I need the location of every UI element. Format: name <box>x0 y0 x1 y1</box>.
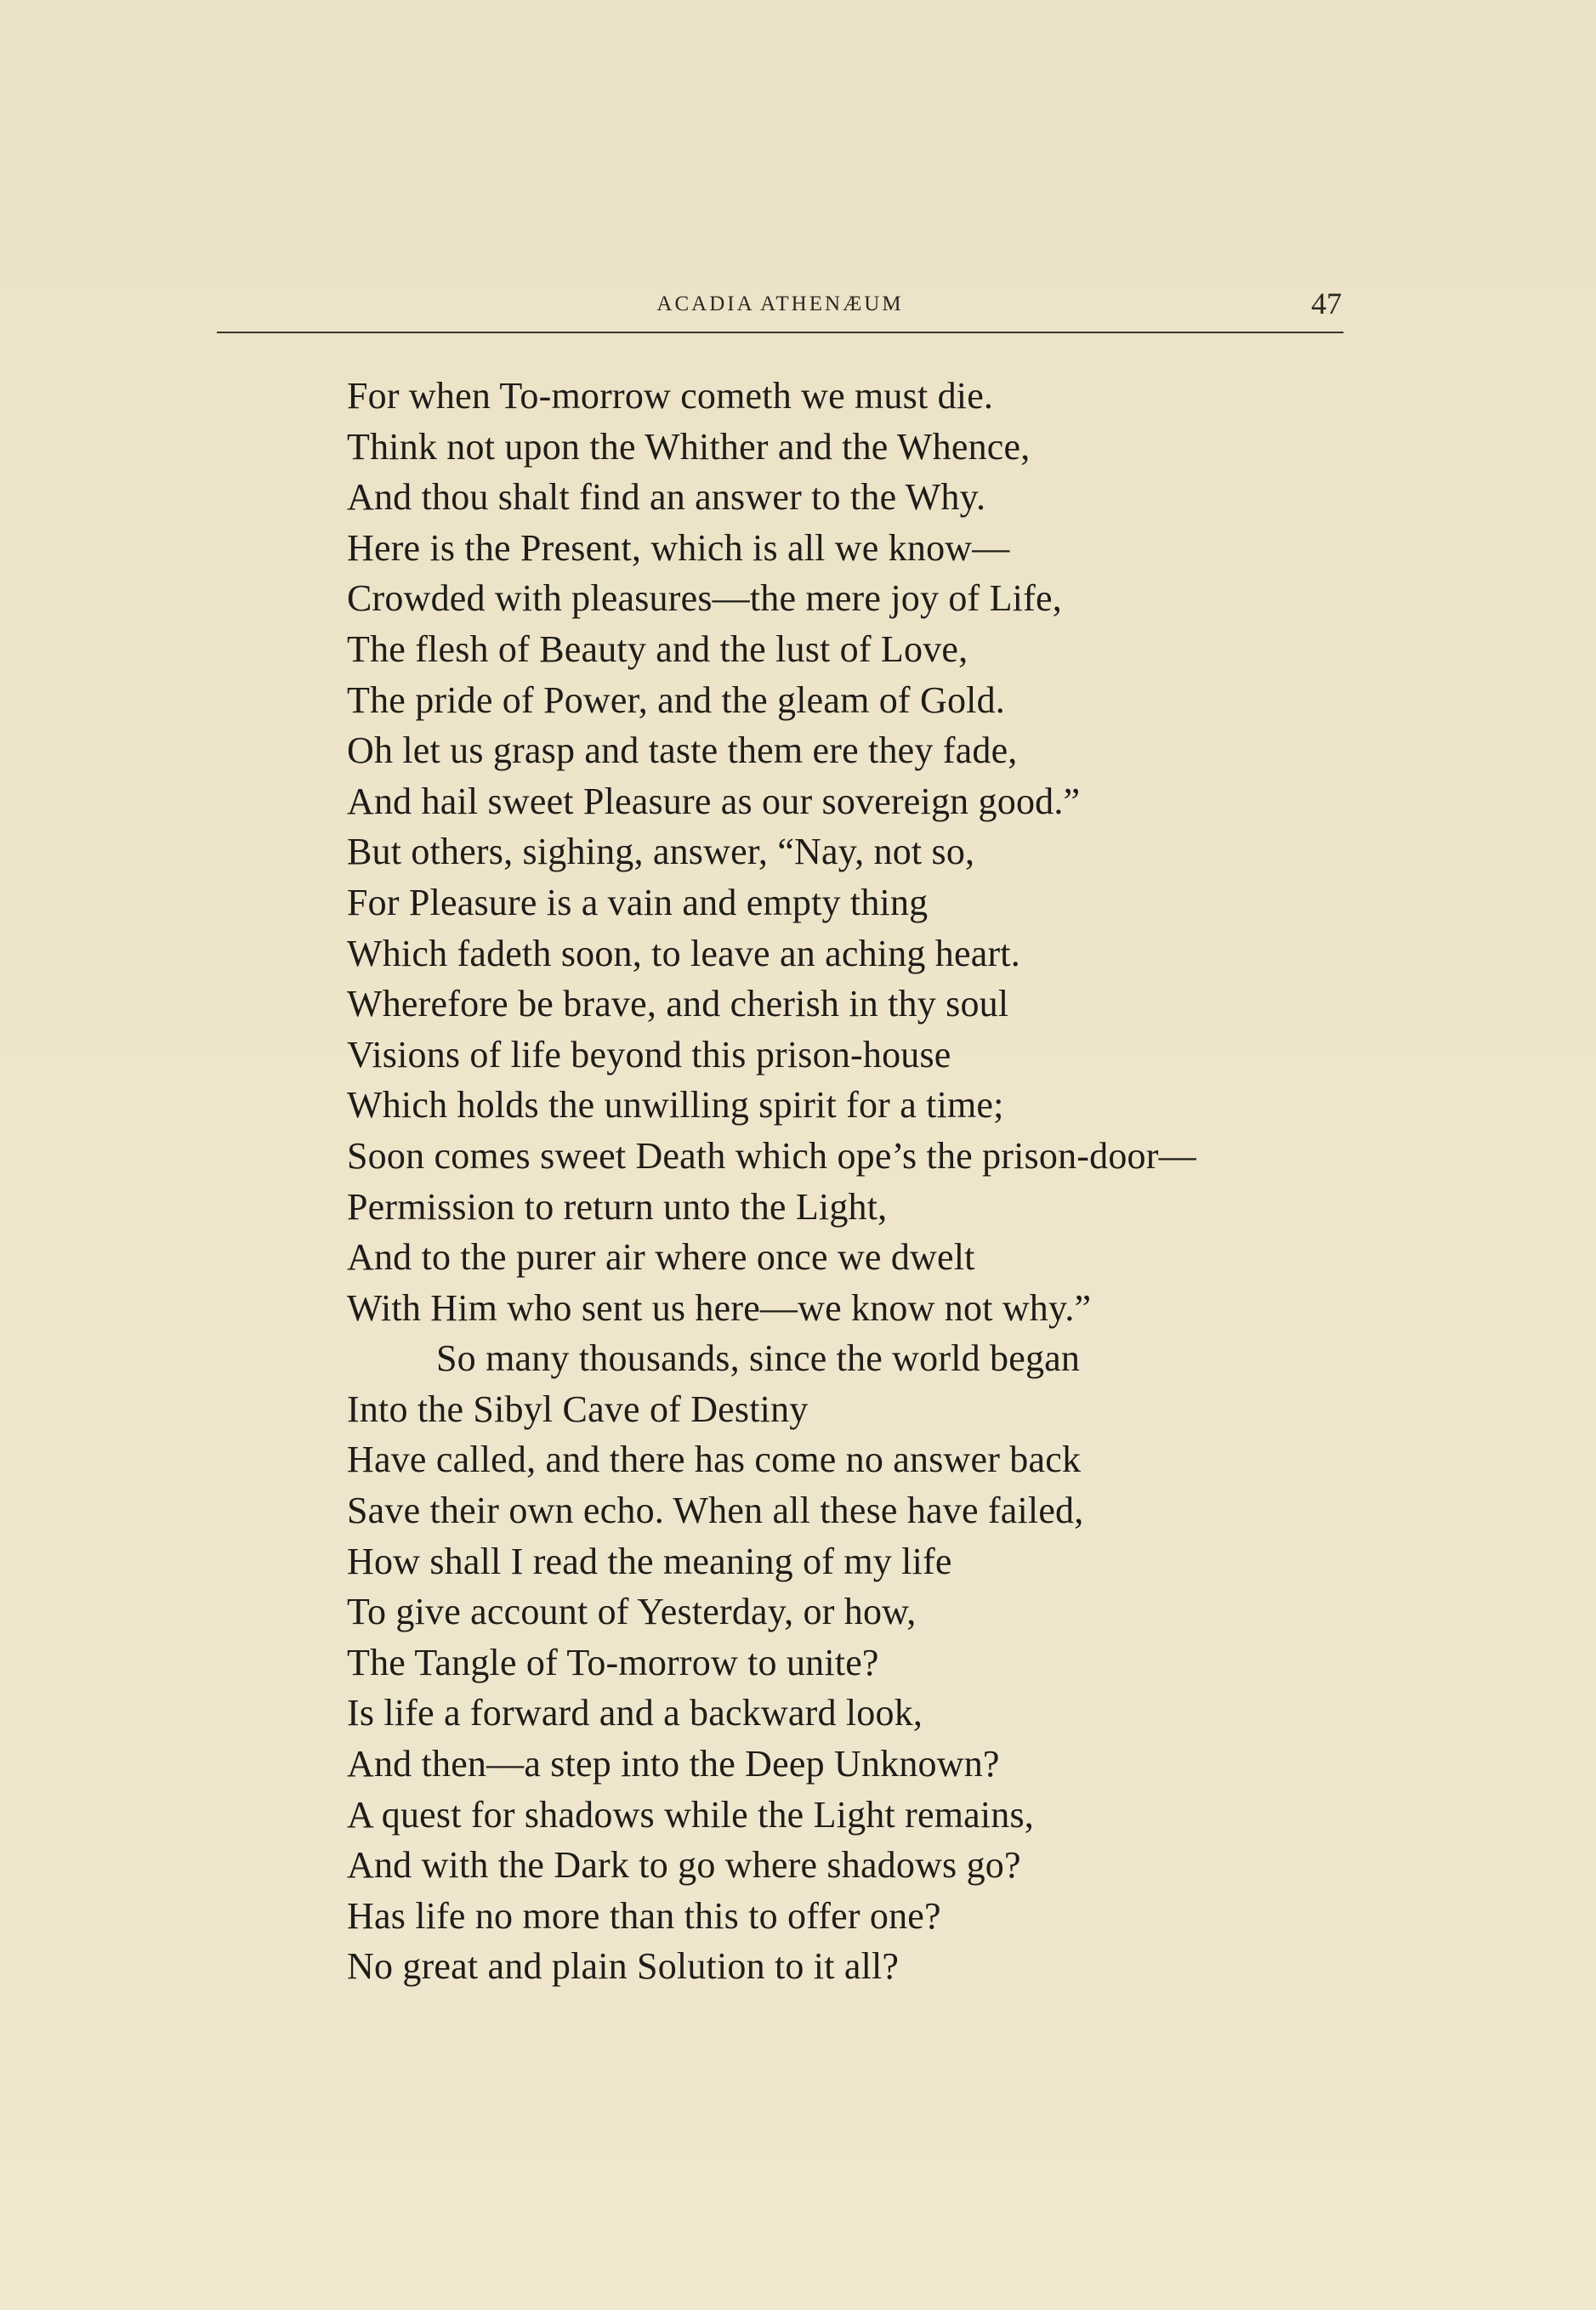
poem-line: Here is the Present, which is all we know— <box>347 526 1010 569</box>
poem-line: Oh let us grasp and taste them ere they fade, <box>347 729 1018 772</box>
poem-line: Save their own echo. When all these have failed, <box>347 1490 1084 1532</box>
poem-text <box>347 371 1367 1992</box>
poem-line: Visions of life beyond this prison-house <box>347 1033 951 1076</box>
poem-line: Which fadeth soon, to leave an aching heart. <box>347 932 1020 974</box>
poem-line: How shall I read the meaning of my life <box>347 1540 952 1582</box>
poem-line: Which holds the unwilling spirit for a time; <box>347 1084 1004 1127</box>
poem-line: A quest for shadows while the Light remains, <box>347 1793 1034 1836</box>
poem-line: To give account of Yesterday, or how, <box>347 1591 917 1633</box>
poem-line: Is life a forward and a backward look, <box>347 1692 923 1734</box>
poem-line-indented: So many thousands, since the world began <box>436 1337 1081 1380</box>
journal-title: ACADIA ATHENÆUM <box>656 292 904 315</box>
page-number: 47 <box>1311 287 1342 321</box>
poem-line: For when To-morrow cometh we must die. <box>347 375 994 417</box>
poem-line: The pride of Power, and the gleam of Gold. <box>347 678 1005 721</box>
poem-line: And thou shalt find an answer to the Why. <box>347 476 986 519</box>
poem-line: The flesh of Beauty and the lust of Love, <box>347 627 968 670</box>
poem-line: But others, sighing, answer, “Nay, not so, <box>347 831 975 873</box>
poem-line: And to the purer air where once we dwelt <box>347 1236 975 1279</box>
poem-line: Think not upon the Whither and the Whence, <box>347 425 1031 468</box>
poem-line: And hail sweet Pleasure as our sovereign good.” <box>347 780 1081 822</box>
poem-line: Into the Sibyl Cave of Destiny <box>347 1388 809 1430</box>
poem-line: And then—a step into the Deep Unknown? <box>347 1743 1000 1785</box>
poem-line: No great and plain Solution to it all? <box>347 1945 900 1988</box>
poem-line: The Tangle of To-morrow to unite? <box>347 1641 879 1683</box>
poem-line: Wherefore be brave, and cherish in thy soul <box>347 983 1009 1025</box>
poem-line: And with the Dark to go where shadows go? <box>347 1844 1021 1887</box>
poem-line: With Him who sent us here—we know not why.” <box>347 1286 1092 1329</box>
poem-line: Has life no more than this to offer one? <box>347 1894 941 1937</box>
poem-line: Soon comes sweet Death which ope’s the prison-door— <box>347 1134 1196 1177</box>
poem-line: For Pleasure is a vain and empty thing <box>347 881 929 923</box>
poem-line: Permission to return unto the Light, <box>347 1185 888 1228</box>
running-header <box>217 281 1343 333</box>
poem-line: Have called, and there has come no answer back <box>347 1439 1082 1481</box>
poem-line: Crowded with pleasures—the mere joy of Life, <box>347 577 1062 620</box>
